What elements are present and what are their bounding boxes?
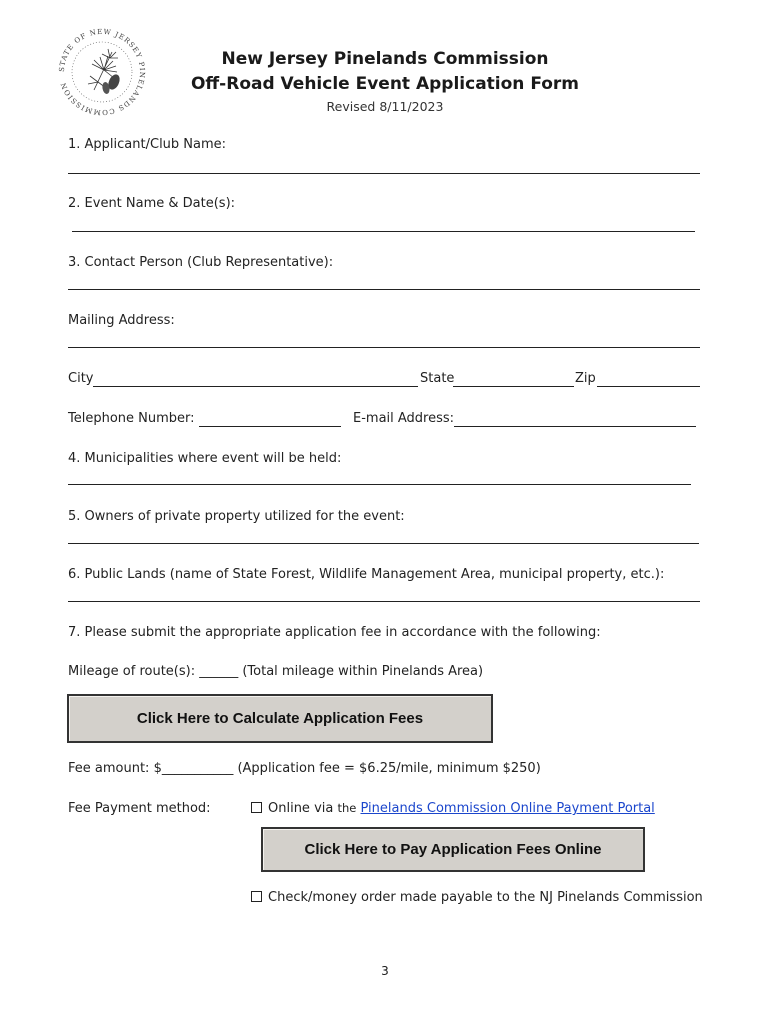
applicant-name-label: 1. Applicant/Club Name: [68,137,227,152]
contact-person-field[interactable] [68,289,700,290]
check-payment-label: Check/money order made payable to the NJ Pinelands Commission [268,890,703,905]
form-title-line1: New Jersey Pinelands Commission [221,49,549,69]
zip-label: Zip [575,371,596,386]
public-lands-label: 6. Public Lands (name of State Forest, Wildlife Management Area, municipal property, etc.): [68,567,665,582]
mileage-label: Mileage of route(s): ______ (Total mileage within Pinelands Area) [68,664,484,679]
online-the: the [337,801,357,815]
pay-online-button[interactable]: Click Here to Pay Application Fees Online [261,827,645,872]
payment-method-label: Fee Payment method: [68,801,211,816]
state-label: State [420,371,455,386]
form-title-line2: Off-Road Vehicle Event Application Form [190,74,580,94]
online-payment-option [268,801,655,816]
contact-person-label: 3. Contact Person (Club Representative): [68,255,334,270]
event-name-field[interactable] [72,231,695,232]
private-owners-field[interactable] [68,543,699,544]
online-payment-checkbox[interactable] [251,802,262,813]
municipalities-label: 4. Municipalities where event will be held: [68,451,342,466]
fee-amount-label: Fee amount: $___________ (Application fee = $6.25/mile, minimum $250) [68,761,541,776]
zip-field[interactable] [597,386,700,387]
fee-instructions-label: 7. Please submit the appropriate application fee in accordance with the following: [68,625,601,640]
state-field[interactable] [453,386,574,387]
applicant-name-field[interactable] [68,173,700,174]
public-lands-field[interactable] [68,601,700,602]
telephone-field[interactable] [199,426,341,427]
seal-text: STATE OF NEW JERSEY PINELANDS COMMISSION [57,27,147,117]
event-name-label: 2. Event Name & Date(s): [68,196,236,211]
calculate-fees-button[interactable]: Click Here to Calculate Application Fees [67,694,493,743]
mailing-address-label: Mailing Address: [68,313,175,328]
telephone-label: Telephone Number: [68,411,195,426]
municipalities-field[interactable] [68,484,691,485]
mailing-address-field[interactable] [68,347,700,348]
email-field[interactable] [454,426,696,427]
email-label: E-mail Address: [353,411,455,426]
city-field[interactable] [93,386,418,387]
page-number: 3 [381,964,389,978]
online-prefix: Online via [268,801,334,816]
payment-portal-link[interactable]: Pinelands Commission Online Payment Portal [360,801,655,816]
check-payment-checkbox[interactable] [251,891,262,902]
city-label: City [68,371,94,386]
revised-date: Revised 8/11/2023 [326,99,444,114]
private-owners-label: 5. Owners of private property utilized for the event: [68,509,405,524]
